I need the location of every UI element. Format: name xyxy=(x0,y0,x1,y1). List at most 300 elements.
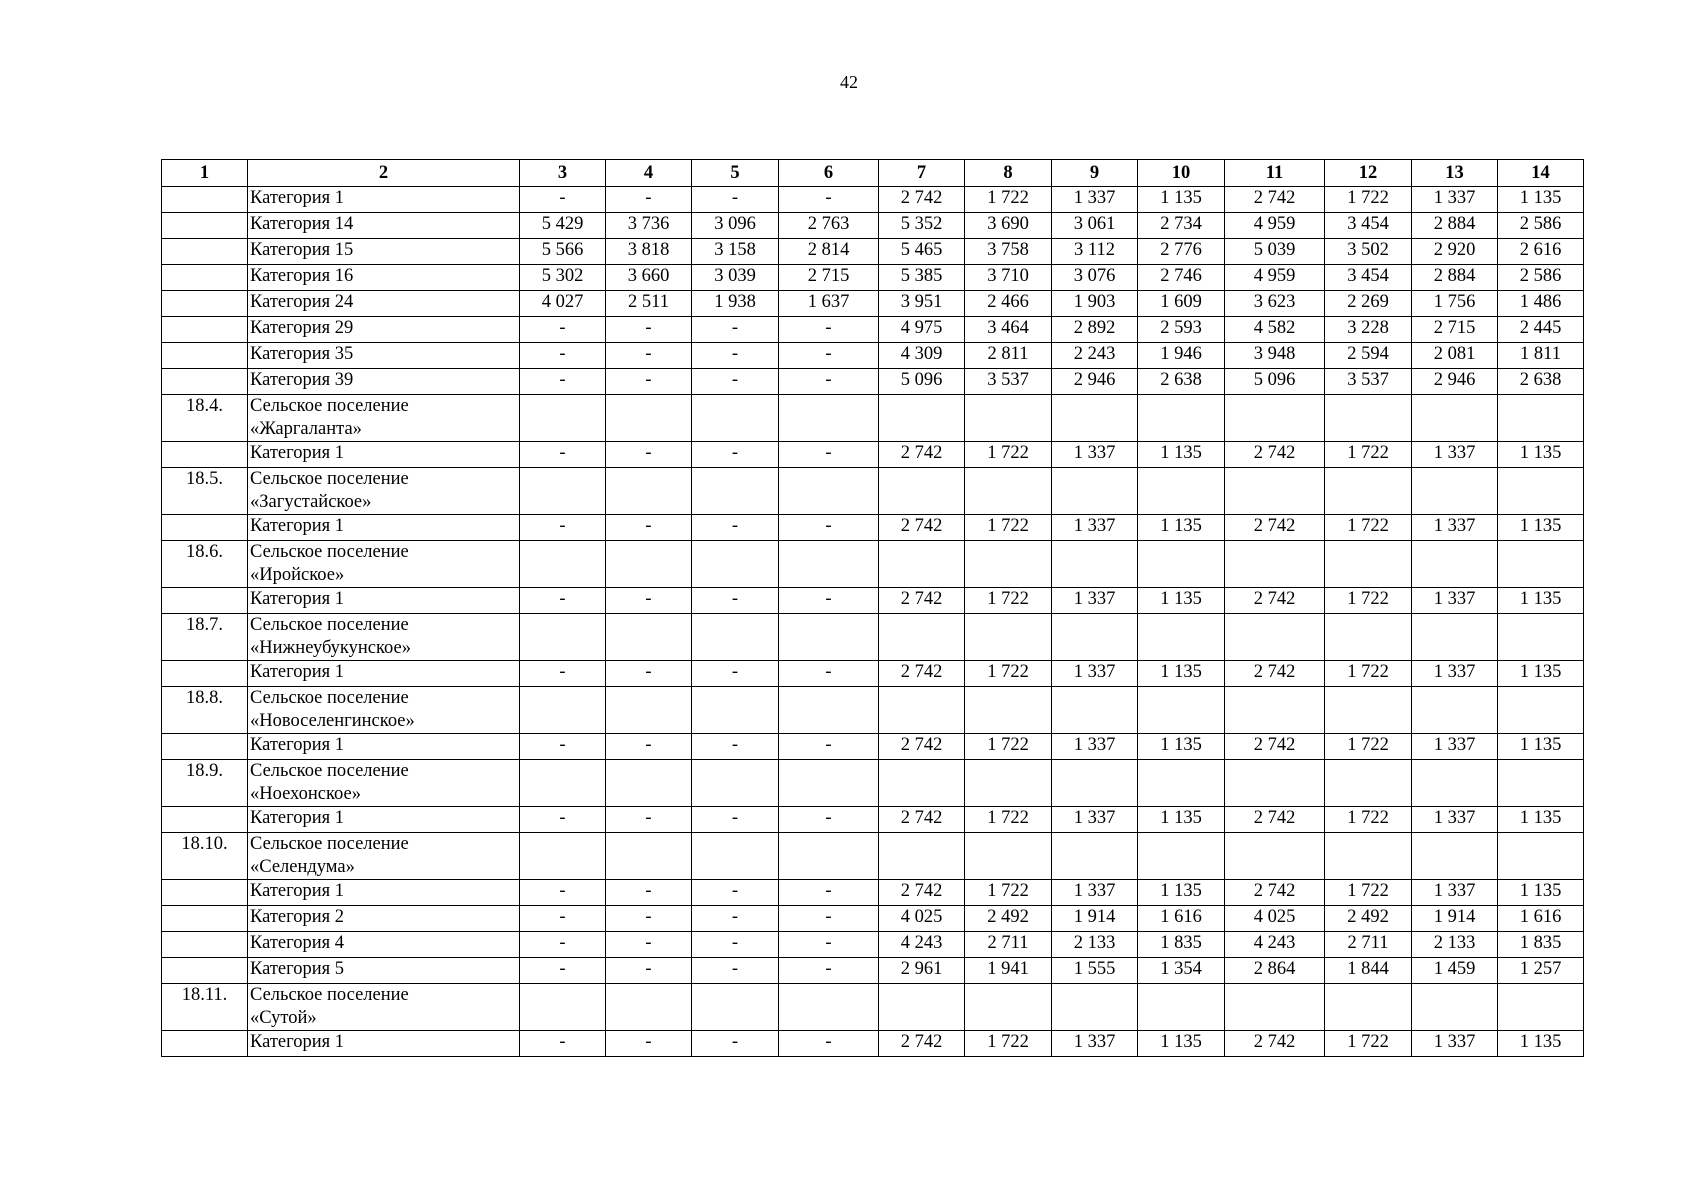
value-cell: 3 502 xyxy=(1325,239,1412,265)
value-cell: 3 690 xyxy=(965,213,1052,239)
value-cell: 2 920 xyxy=(1412,239,1498,265)
empty-cell xyxy=(1498,614,1584,661)
row-number xyxy=(162,661,248,687)
value-cell: 1 135 xyxy=(1498,588,1584,614)
empty-cell xyxy=(1052,541,1138,588)
value-cell: 3 660 xyxy=(606,265,692,291)
value-cell: 2 742 xyxy=(879,807,965,833)
value-cell: - xyxy=(606,807,692,833)
value-cell: 5 385 xyxy=(879,265,965,291)
value-cell: 1 257 xyxy=(1498,958,1584,984)
value-cell: - xyxy=(692,515,779,541)
row-number xyxy=(162,807,248,833)
row-number xyxy=(162,187,248,213)
value-cell: 4 025 xyxy=(879,906,965,932)
value-cell: - xyxy=(779,588,879,614)
table-row xyxy=(162,932,1584,958)
value-cell: - xyxy=(692,734,779,760)
row-number: 18.4. xyxy=(162,395,248,442)
column-header: 2 xyxy=(248,160,520,187)
value-cell: 1 722 xyxy=(1325,515,1412,541)
empty-cell xyxy=(1225,614,1325,661)
empty-cell xyxy=(1138,614,1225,661)
value-cell: - xyxy=(692,317,779,343)
empty-cell xyxy=(879,614,965,661)
value-cell: - xyxy=(779,442,879,468)
column-header: 11 xyxy=(1225,160,1325,187)
settlement-name xyxy=(248,395,520,442)
value-cell: 1 459 xyxy=(1412,958,1498,984)
empty-cell xyxy=(1412,395,1498,442)
category-name: Категория 39 xyxy=(248,369,520,395)
category-name: Категория 2 xyxy=(248,906,520,932)
table-row xyxy=(162,239,1584,265)
value-cell: 4 027 xyxy=(520,291,606,317)
value-cell: 1 135 xyxy=(1138,807,1225,833)
value-cell: 2 742 xyxy=(879,442,965,468)
value-cell: 3 758 xyxy=(965,239,1052,265)
empty-cell xyxy=(1498,984,1584,1031)
value-cell: - xyxy=(692,187,779,213)
value-cell: 5 566 xyxy=(520,239,606,265)
value-cell: 3 096 xyxy=(692,213,779,239)
empty-cell xyxy=(779,395,879,442)
empty-cell xyxy=(1325,984,1412,1031)
value-cell: - xyxy=(606,958,692,984)
row-number: 18.6. xyxy=(162,541,248,588)
value-cell: 2 715 xyxy=(779,265,879,291)
value-cell: 1 337 xyxy=(1052,588,1138,614)
value-cell: 2 594 xyxy=(1325,343,1412,369)
empty-cell xyxy=(606,984,692,1031)
empty-cell xyxy=(965,468,1052,515)
category-name: Категория 1 xyxy=(248,515,520,541)
value-cell: 2 814 xyxy=(779,239,879,265)
value-cell: - xyxy=(606,369,692,395)
table-row xyxy=(162,880,1584,906)
value-cell: - xyxy=(606,734,692,760)
value-cell: 1 337 xyxy=(1412,734,1498,760)
value-cell: 1 722 xyxy=(1325,588,1412,614)
value-cell: 1 135 xyxy=(1498,807,1584,833)
settlement-name xyxy=(248,984,520,1031)
value-cell: 2 763 xyxy=(779,213,879,239)
empty-cell xyxy=(1052,395,1138,442)
empty-cell xyxy=(1138,687,1225,734)
value-cell: 1 337 xyxy=(1052,880,1138,906)
table-row xyxy=(162,588,1584,614)
empty-cell xyxy=(520,468,606,515)
empty-cell xyxy=(606,541,692,588)
empty-cell xyxy=(1325,760,1412,807)
category-name: Категория 29 xyxy=(248,317,520,343)
empty-cell xyxy=(606,687,692,734)
value-cell: 2 746 xyxy=(1138,265,1225,291)
column-header: 4 xyxy=(606,160,692,187)
settlement-name-line: «Жаргаланта» xyxy=(250,419,362,439)
value-cell: - xyxy=(520,588,606,614)
empty-cell xyxy=(692,687,779,734)
value-cell: 1 337 xyxy=(1412,187,1498,213)
value-cell: 1 946 xyxy=(1138,343,1225,369)
row-number xyxy=(162,958,248,984)
empty-cell xyxy=(1052,614,1138,661)
value-cell: 2 243 xyxy=(1052,343,1138,369)
value-cell: 1 337 xyxy=(1052,515,1138,541)
value-cell: 1 555 xyxy=(1052,958,1138,984)
value-cell: - xyxy=(692,807,779,833)
empty-cell xyxy=(1225,984,1325,1031)
value-cell: - xyxy=(692,661,779,687)
value-cell: - xyxy=(606,932,692,958)
empty-cell xyxy=(1498,687,1584,734)
value-cell: 1 354 xyxy=(1138,958,1225,984)
value-cell: 3 818 xyxy=(606,239,692,265)
value-cell: 2 892 xyxy=(1052,317,1138,343)
category-name: Категория 1 xyxy=(248,442,520,468)
value-cell: 3 710 xyxy=(965,265,1052,291)
empty-cell xyxy=(520,614,606,661)
value-cell: 2 711 xyxy=(1325,932,1412,958)
settlement-row xyxy=(162,760,1584,807)
empty-cell xyxy=(965,984,1052,1031)
value-cell: 2 742 xyxy=(879,734,965,760)
settlement-row xyxy=(162,395,1584,442)
row-number xyxy=(162,906,248,932)
value-cell: - xyxy=(520,343,606,369)
value-cell: 3 061 xyxy=(1052,213,1138,239)
value-cell: 1 722 xyxy=(965,734,1052,760)
row-number: 18.10. xyxy=(162,833,248,880)
value-cell: 1 722 xyxy=(1325,1031,1412,1057)
empty-cell xyxy=(965,395,1052,442)
column-header: 5 xyxy=(692,160,779,187)
value-cell: 1 337 xyxy=(1052,661,1138,687)
table-row xyxy=(162,265,1584,291)
value-cell: 2 742 xyxy=(1225,588,1325,614)
empty-cell xyxy=(1225,541,1325,588)
value-cell: - xyxy=(692,588,779,614)
value-cell: 2 742 xyxy=(879,661,965,687)
value-cell: 2 776 xyxy=(1138,239,1225,265)
value-cell: 1 835 xyxy=(1498,932,1584,958)
value-cell: 1 811 xyxy=(1498,343,1584,369)
empty-cell xyxy=(1498,541,1584,588)
empty-cell xyxy=(1412,614,1498,661)
table-row xyxy=(162,317,1584,343)
column-header: 12 xyxy=(1325,160,1412,187)
empty-cell xyxy=(879,833,965,880)
value-cell: - xyxy=(606,317,692,343)
value-cell: - xyxy=(779,515,879,541)
empty-cell xyxy=(965,614,1052,661)
row-number xyxy=(162,291,248,317)
value-cell: 4 025 xyxy=(1225,906,1325,932)
value-cell: 1 135 xyxy=(1498,661,1584,687)
empty-cell xyxy=(1138,760,1225,807)
settlement-name-line: «Иройское» xyxy=(250,565,345,585)
empty-cell xyxy=(1498,833,1584,880)
value-cell: 2 742 xyxy=(879,1031,965,1057)
value-cell: 2 742 xyxy=(1225,880,1325,906)
column-header: 9 xyxy=(1052,160,1138,187)
value-cell: 2 734 xyxy=(1138,213,1225,239)
row-number xyxy=(162,932,248,958)
table-row xyxy=(162,291,1584,317)
value-cell: - xyxy=(606,661,692,687)
value-cell: 2 133 xyxy=(1412,932,1498,958)
value-cell: 5 039 xyxy=(1225,239,1325,265)
tariff-table xyxy=(161,159,1584,1057)
empty-cell xyxy=(1138,541,1225,588)
settlement-row xyxy=(162,833,1584,880)
value-cell: 1 914 xyxy=(1412,906,1498,932)
value-cell: - xyxy=(520,958,606,984)
settlement-row xyxy=(162,984,1584,1031)
value-cell: 1 722 xyxy=(1325,187,1412,213)
value-cell: 3 464 xyxy=(965,317,1052,343)
empty-cell xyxy=(779,760,879,807)
value-cell: 1 835 xyxy=(1138,932,1225,958)
value-cell: 1 722 xyxy=(965,515,1052,541)
settlement-name-line: «Загустайское» xyxy=(250,492,372,512)
value-cell: 1 722 xyxy=(1325,807,1412,833)
row-number xyxy=(162,213,248,239)
value-cell: - xyxy=(779,661,879,687)
empty-cell xyxy=(606,468,692,515)
empty-cell xyxy=(520,760,606,807)
value-cell: 1 337 xyxy=(1052,187,1138,213)
value-cell: 2 492 xyxy=(1325,906,1412,932)
row-number xyxy=(162,588,248,614)
value-cell: 5 096 xyxy=(879,369,965,395)
value-cell: 5 465 xyxy=(879,239,965,265)
empty-cell xyxy=(879,984,965,1031)
row-number xyxy=(162,1031,248,1057)
empty-cell xyxy=(965,760,1052,807)
value-cell: 1 486 xyxy=(1498,291,1584,317)
value-cell: - xyxy=(520,515,606,541)
value-cell: 1 903 xyxy=(1052,291,1138,317)
empty-cell xyxy=(1412,687,1498,734)
value-cell: - xyxy=(692,932,779,958)
empty-cell xyxy=(1225,468,1325,515)
settlement-row xyxy=(162,468,1584,515)
column-header: 13 xyxy=(1412,160,1498,187)
value-cell: - xyxy=(520,880,606,906)
value-cell: 2 742 xyxy=(1225,661,1325,687)
value-cell: - xyxy=(606,343,692,369)
table-row xyxy=(162,661,1584,687)
category-name: Категория 1 xyxy=(248,588,520,614)
value-cell: 1 722 xyxy=(965,880,1052,906)
row-number xyxy=(162,369,248,395)
settlement-name-line: Сельское поселение xyxy=(250,396,409,416)
empty-cell xyxy=(779,541,879,588)
empty-cell xyxy=(1138,395,1225,442)
value-cell: 2 961 xyxy=(879,958,965,984)
value-cell: - xyxy=(520,317,606,343)
category-name: Категория 1 xyxy=(248,661,520,687)
settlement-name-line: Сельское поселение xyxy=(250,761,409,781)
value-cell: 2 884 xyxy=(1412,265,1498,291)
column-header: 14 xyxy=(1498,160,1584,187)
table-row xyxy=(162,807,1584,833)
settlement-name-line: Сельское поселение xyxy=(250,834,409,854)
column-header: 1 xyxy=(162,160,248,187)
empty-cell xyxy=(879,395,965,442)
empty-cell xyxy=(692,833,779,880)
table-body xyxy=(162,187,1584,1057)
value-cell: 1 135 xyxy=(1498,187,1584,213)
empty-cell xyxy=(779,614,879,661)
settlement-name-line: «Селендума» xyxy=(250,857,355,877)
value-cell: 1 135 xyxy=(1498,880,1584,906)
column-header: 8 xyxy=(965,160,1052,187)
value-cell: 2 742 xyxy=(1225,734,1325,760)
value-cell: 2 742 xyxy=(1225,515,1325,541)
value-cell: 1 756 xyxy=(1412,291,1498,317)
value-cell: 1 135 xyxy=(1138,515,1225,541)
value-cell: - xyxy=(779,1031,879,1057)
category-name: Категория 1 xyxy=(248,1031,520,1057)
empty-cell xyxy=(692,395,779,442)
value-cell: 2 711 xyxy=(965,932,1052,958)
row-number xyxy=(162,515,248,541)
settlement-row xyxy=(162,687,1584,734)
settlement-name-line: «Сутой» xyxy=(250,1008,317,1028)
value-cell: - xyxy=(692,442,779,468)
row-number: 18.7. xyxy=(162,614,248,661)
value-cell: - xyxy=(692,369,779,395)
empty-cell xyxy=(606,833,692,880)
empty-cell xyxy=(879,468,965,515)
settlement-name-line: Сельское поселение xyxy=(250,542,409,562)
table-row xyxy=(162,734,1584,760)
value-cell: 1 135 xyxy=(1138,442,1225,468)
empty-cell xyxy=(520,833,606,880)
table-row xyxy=(162,906,1584,932)
empty-cell xyxy=(1225,760,1325,807)
value-cell: 5 096 xyxy=(1225,369,1325,395)
value-cell: 1 135 xyxy=(1498,1031,1584,1057)
table-row xyxy=(162,213,1584,239)
value-cell: 3 948 xyxy=(1225,343,1325,369)
empty-cell xyxy=(606,395,692,442)
value-cell: 1 722 xyxy=(1325,880,1412,906)
category-name: Категория 24 xyxy=(248,291,520,317)
empty-cell xyxy=(1325,833,1412,880)
category-name: Категория 1 xyxy=(248,734,520,760)
value-cell: - xyxy=(779,187,879,213)
empty-cell xyxy=(520,395,606,442)
value-cell: 3 454 xyxy=(1325,265,1412,291)
value-cell: 2 742 xyxy=(1225,1031,1325,1057)
settlement-row xyxy=(162,541,1584,588)
column-header: 6 xyxy=(779,160,879,187)
value-cell: - xyxy=(520,734,606,760)
row-number xyxy=(162,239,248,265)
row-number xyxy=(162,265,248,291)
empty-cell xyxy=(692,614,779,661)
value-cell: 1 337 xyxy=(1412,515,1498,541)
empty-cell xyxy=(1325,687,1412,734)
settlement-name-line: Сельское поселение xyxy=(250,615,409,635)
category-name: Категория 15 xyxy=(248,239,520,265)
value-cell: 3 158 xyxy=(692,239,779,265)
value-cell: 1 135 xyxy=(1498,734,1584,760)
category-name: Категория 35 xyxy=(248,343,520,369)
value-cell: 1 135 xyxy=(1138,187,1225,213)
value-cell: - xyxy=(520,1031,606,1057)
empty-cell xyxy=(520,984,606,1031)
settlement-name-line: Сельское поселение xyxy=(250,688,409,708)
value-cell: - xyxy=(779,343,879,369)
value-cell: - xyxy=(606,187,692,213)
empty-cell xyxy=(520,541,606,588)
empty-cell xyxy=(1412,833,1498,880)
value-cell: 3 228 xyxy=(1325,317,1412,343)
empty-cell xyxy=(1052,468,1138,515)
empty-cell xyxy=(1325,468,1412,515)
empty-cell xyxy=(1498,395,1584,442)
value-cell: 2 946 xyxy=(1052,369,1138,395)
empty-cell xyxy=(779,833,879,880)
empty-cell xyxy=(692,760,779,807)
settlement-name xyxy=(248,687,520,734)
value-cell: 1 135 xyxy=(1498,442,1584,468)
empty-cell xyxy=(606,614,692,661)
value-cell: 1 135 xyxy=(1138,588,1225,614)
row-number xyxy=(162,343,248,369)
category-name: Категория 14 xyxy=(248,213,520,239)
value-cell: 1 337 xyxy=(1412,442,1498,468)
empty-cell xyxy=(779,984,879,1031)
value-cell: 4 975 xyxy=(879,317,965,343)
value-cell: 1 722 xyxy=(965,807,1052,833)
row-number xyxy=(162,734,248,760)
value-cell: - xyxy=(692,906,779,932)
value-cell: 3 076 xyxy=(1052,265,1138,291)
value-cell: 4 243 xyxy=(1225,932,1325,958)
value-cell: 1 722 xyxy=(965,661,1052,687)
value-cell: 3 951 xyxy=(879,291,965,317)
value-cell: 2 586 xyxy=(1498,213,1584,239)
value-cell: 2 133 xyxy=(1052,932,1138,958)
value-cell: 1 844 xyxy=(1325,958,1412,984)
column-header: 3 xyxy=(520,160,606,187)
category-name: Категория 1 xyxy=(248,880,520,906)
value-cell: 1 337 xyxy=(1412,880,1498,906)
table-row xyxy=(162,442,1584,468)
empty-cell xyxy=(1052,760,1138,807)
empty-cell xyxy=(1052,687,1138,734)
value-cell: 1 941 xyxy=(965,958,1052,984)
table-row xyxy=(162,958,1584,984)
value-cell: 3 537 xyxy=(965,369,1052,395)
value-cell: 5 429 xyxy=(520,213,606,239)
value-cell: 1 337 xyxy=(1052,1031,1138,1057)
value-cell: 4 959 xyxy=(1225,213,1325,239)
value-cell: 3 039 xyxy=(692,265,779,291)
value-cell: 2 616 xyxy=(1498,239,1584,265)
value-cell: - xyxy=(779,807,879,833)
value-cell: - xyxy=(692,343,779,369)
value-cell: 1 616 xyxy=(1498,906,1584,932)
column-header: 10 xyxy=(1138,160,1225,187)
value-cell: 1 722 xyxy=(965,588,1052,614)
value-cell: 1 914 xyxy=(1052,906,1138,932)
